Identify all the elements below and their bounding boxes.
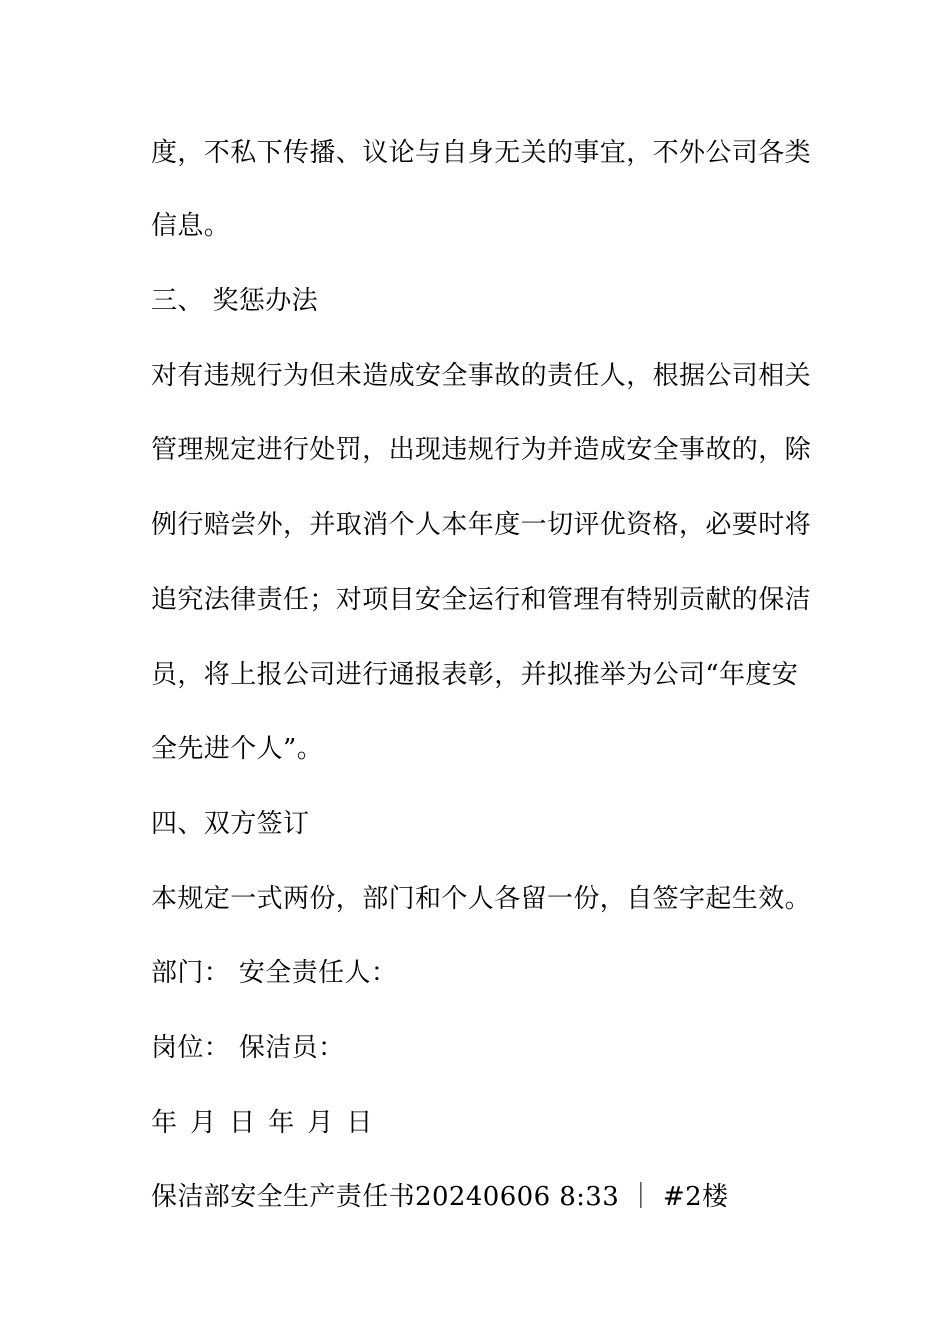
paragraph-line: 本规定一式两份，部门和个人各留一份，自签字起生效。: [151, 884, 812, 914]
signature-position-line: 岗位： 保洁员：: [151, 1033, 345, 1063]
paragraph-line: 对有违规行为但未造成安全事故的责任人，根据公司相关: [151, 361, 812, 391]
paragraph-line: 管理规定进行处罚，出现违规行为并造成安全事故的，除: [151, 435, 812, 465]
section-heading: 四、双方签订: [151, 809, 310, 839]
paragraph-line: 信息。: [151, 211, 231, 241]
section-heading: 三、 奖惩办法: [151, 286, 319, 316]
footer-line: 保洁部安全生产责任书20240606 8:33 ｜ #2楼: [151, 1182, 729, 1212]
paragraph-line: 追究法律责任；对项目安全运行和管理有特别贡献的保洁: [151, 585, 812, 615]
paragraph-line: 度，不私下传播、议论与自身无关的事宜，不外公司各类: [151, 138, 812, 168]
paragraph-line: 全先进个人”。: [151, 734, 324, 764]
paragraph-line: 员，将上报公司进行通报表彰，并拟推举为公司“年度安: [151, 660, 799, 690]
signature-department-line: 部门： 安全责任人：: [151, 958, 398, 988]
date-line: 年 月 日 年 月 日: [151, 1108, 373, 1138]
paragraph-line: 例行赔尝外，并取消个人本年度一切评优资格，必要时将: [151, 510, 812, 540]
